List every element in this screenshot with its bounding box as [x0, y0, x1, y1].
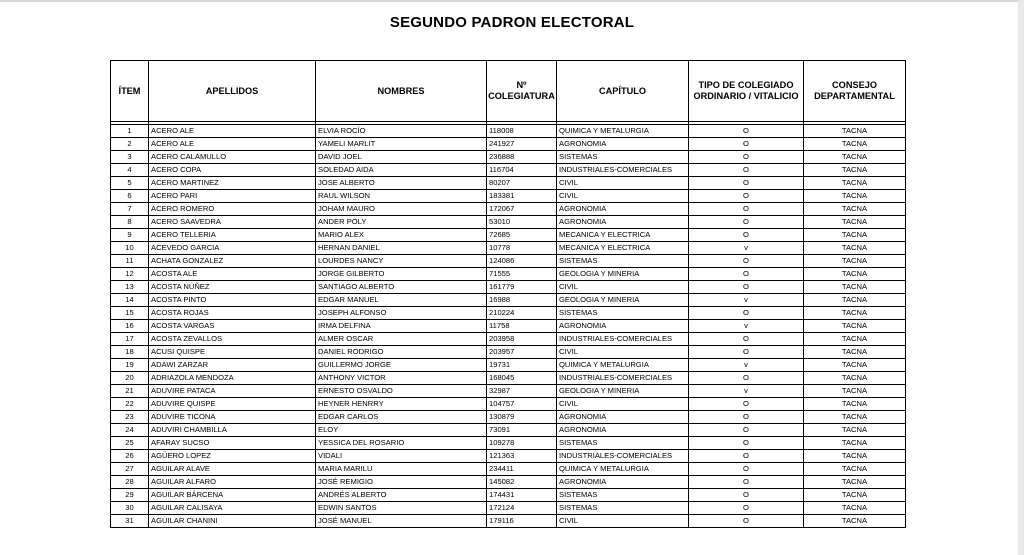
cell-tipo: O	[689, 255, 804, 268]
cell-capitulo: GEOLOGIA Y MINERIA	[557, 294, 689, 307]
cell-apellidos: ADRIAZOLA MENDOZA	[149, 372, 316, 385]
cell-capitulo: QUIMICA Y METALURGIA	[557, 359, 689, 372]
cell-colegiatura: 124086	[487, 255, 557, 268]
cell-item: 9	[111, 229, 149, 242]
cell-consejo: TACNA	[804, 138, 906, 151]
cell-nombres: ELVIA ROCÍO	[316, 125, 487, 138]
cell-item: 14	[111, 294, 149, 307]
cell-item: 2	[111, 138, 149, 151]
table-row	[111, 216, 906, 229]
cell-consejo: TACNA	[804, 450, 906, 463]
cell-capitulo: QUIMICA Y METALURGIA	[557, 463, 689, 476]
cell-colegiatura: 19731	[487, 359, 557, 372]
cell-consejo: TACNA	[804, 255, 906, 268]
cell-tipo: O	[689, 281, 804, 294]
cell-apellidos: ACOSTA ZEVALLOS	[149, 333, 316, 346]
cell-consejo: TACNA	[804, 125, 906, 138]
cell-colegiatura: 80207	[487, 177, 557, 190]
cell-consejo: TACNA	[804, 216, 906, 229]
cell-consejo: TACNA	[804, 203, 906, 216]
cell-consejo: TACNA	[804, 398, 906, 411]
cell-nombres: DANIEL RODRIGO	[316, 346, 487, 359]
cell-colegiatura: 72685	[487, 229, 557, 242]
cell-tipo: O	[689, 190, 804, 203]
table-row	[111, 463, 906, 476]
cell-colegiatura: 10778	[487, 242, 557, 255]
cell-capitulo: SISTEMAS	[557, 489, 689, 502]
cell-tipo: O	[689, 203, 804, 216]
cell-consejo: TACNA	[804, 411, 906, 424]
table-row	[111, 307, 906, 320]
cell-capitulo: INDUSTRIALES-COMERCIALES	[557, 333, 689, 346]
cell-apellidos: ACOSTA PINTO	[149, 294, 316, 307]
cell-nombres: SANTIAGO ALBERTO	[316, 281, 487, 294]
cell-item: 30	[111, 502, 149, 515]
cell-capitulo: AGRONOMIA	[557, 138, 689, 151]
cell-capitulo: MECANICA Y ELECTRICA	[557, 242, 689, 255]
cell-nombres: JOSÉ REMIGIO	[316, 476, 487, 489]
cell-colegiatura: 145082	[487, 476, 557, 489]
cell-capitulo: AGRONOMIA	[557, 320, 689, 333]
cell-apellidos: AGÜERO LOPEZ	[149, 450, 316, 463]
cell-colegiatura: 210224	[487, 307, 557, 320]
cell-item: 5	[111, 177, 149, 190]
cell-tipo: O	[689, 177, 804, 190]
cell-colegiatura: 53010	[487, 216, 557, 229]
cell-tipo: O	[689, 463, 804, 476]
cell-colegiatura: 104757	[487, 398, 557, 411]
header-apellidos: APELLIDOS	[149, 61, 316, 122]
cell-capitulo: CIVIL	[557, 515, 689, 528]
cell-apellidos: ADUVIRI CHAMBILLA	[149, 424, 316, 437]
cell-apellidos: ACERO ALE	[149, 125, 316, 138]
cell-colegiatura: 130879	[487, 411, 557, 424]
cell-consejo: TACNA	[804, 333, 906, 346]
cell-apellidos: AGUILAR BÁRCENA	[149, 489, 316, 502]
table-row	[111, 372, 906, 385]
cell-tipo: O	[689, 333, 804, 346]
cell-tipo: O	[689, 125, 804, 138]
cell-capitulo: AGRONOMIA	[557, 424, 689, 437]
table-row	[111, 346, 906, 359]
cell-nombres: ANTHONY VICTOR	[316, 372, 487, 385]
cell-item: 23	[111, 411, 149, 424]
cell-consejo: TACNA	[804, 463, 906, 476]
cell-tipo: v	[689, 242, 804, 255]
cell-tipo: O	[689, 164, 804, 177]
cell-consejo: TACNA	[804, 346, 906, 359]
cell-colegiatura: 172067	[487, 203, 557, 216]
cell-item: 19	[111, 359, 149, 372]
cell-tipo: O	[689, 372, 804, 385]
cell-item: 7	[111, 203, 149, 216]
cell-apellidos: AGUILAR CHANINI	[149, 515, 316, 528]
cell-tipo: O	[689, 307, 804, 320]
cell-consejo: TACNA	[804, 229, 906, 242]
cell-capitulo: CIVIL	[557, 281, 689, 294]
cell-capitulo: GEOLOGIA Y MINERIA	[557, 385, 689, 398]
cell-nombres: JOSE ALBERTO	[316, 177, 487, 190]
cell-colegiatura: 121363	[487, 450, 557, 463]
cell-item: 31	[111, 515, 149, 528]
cell-nombres: VIDALI	[316, 450, 487, 463]
cell-apellidos: AGUILAR CALISAYA	[149, 502, 316, 515]
cell-apellidos: ACEVEDO GARCIA	[149, 242, 316, 255]
cell-consejo: TACNA	[804, 424, 906, 437]
cell-capitulo: SISTEMAS	[557, 255, 689, 268]
cell-item: 24	[111, 424, 149, 437]
cell-item: 22	[111, 398, 149, 411]
cell-colegiatura: 203957	[487, 346, 557, 359]
cell-apellidos: ACERO ALE	[149, 138, 316, 151]
cell-nombres: EDGAR MANUEL	[316, 294, 487, 307]
cell-apellidos: AGUILAR ALAVE	[149, 463, 316, 476]
cell-tipo: O	[689, 515, 804, 528]
cell-apellidos: ACERO SAAVEDRA	[149, 216, 316, 229]
cell-nombres: GUILLERMO JORGE	[316, 359, 487, 372]
cell-capitulo: AGRONOMIA	[557, 203, 689, 216]
cell-item: 6	[111, 190, 149, 203]
table-row	[111, 242, 906, 255]
cell-item: 3	[111, 151, 149, 164]
header-capitulo: CAPÍTULO	[557, 61, 689, 122]
cell-item: 13	[111, 281, 149, 294]
table-row	[111, 177, 906, 190]
cell-apellidos: ACERO COPA	[149, 164, 316, 177]
table-row	[111, 411, 906, 424]
cell-consejo: TACNA	[804, 268, 906, 281]
cell-colegiatura: 73091	[487, 424, 557, 437]
cell-nombres: LOURDES NANCY	[316, 255, 487, 268]
table-row	[111, 437, 906, 450]
table-row	[111, 515, 906, 528]
cell-colegiatura: 241927	[487, 138, 557, 151]
cell-colegiatura: 118008	[487, 125, 557, 138]
cell-tipo: O	[689, 450, 804, 463]
cell-colegiatura: 203958	[487, 333, 557, 346]
cell-nombres: YESSICA DEL ROSARIO	[316, 437, 487, 450]
cell-colegiatura: 71555	[487, 268, 557, 281]
cell-apellidos: ADUVIRE PATACA	[149, 385, 316, 398]
table-row	[111, 476, 906, 489]
cell-consejo: TACNA	[804, 359, 906, 372]
cell-item: 29	[111, 489, 149, 502]
cell-apellidos: ADUVIRE QUISPE	[149, 398, 316, 411]
cell-nombres: MARIO ALEX	[316, 229, 487, 242]
cell-nombres: MARIA MARILU	[316, 463, 487, 476]
cell-colegiatura: 11758	[487, 320, 557, 333]
cell-tipo: O	[689, 502, 804, 515]
cell-tipo: O	[689, 151, 804, 164]
header-nombres: NOMBRES	[316, 61, 487, 122]
cell-consejo: TACNA	[804, 476, 906, 489]
cell-tipo: v	[689, 320, 804, 333]
cell-apellidos: ACERO ROMERO	[149, 203, 316, 216]
cell-capitulo: SISTEMAS	[557, 307, 689, 320]
cell-item: 10	[111, 242, 149, 255]
cell-consejo: TACNA	[804, 372, 906, 385]
cell-nombres: EDWIN SANTOS	[316, 502, 487, 515]
table-row	[111, 138, 906, 151]
cell-nombres: RAUL WILSON	[316, 190, 487, 203]
cell-item: 8	[111, 216, 149, 229]
cell-tipo: v	[689, 294, 804, 307]
cell-apellidos: ACHATA GONZALEZ	[149, 255, 316, 268]
cell-item: 20	[111, 372, 149, 385]
cell-capitulo: CIVIL	[557, 177, 689, 190]
cell-nombres: SOLEDAD AIDA	[316, 164, 487, 177]
cell-nombres: JOSÉ MANUEL	[316, 515, 487, 528]
cell-capitulo: SISTEMAS	[557, 502, 689, 515]
cell-apellidos: ACERO PARI	[149, 190, 316, 203]
cell-tipo: v	[689, 359, 804, 372]
cell-colegiatura: 32987	[487, 385, 557, 398]
cell-item: 21	[111, 385, 149, 398]
cell-tipo: O	[689, 489, 804, 502]
cell-consejo: TACNA	[804, 385, 906, 398]
table-row	[111, 450, 906, 463]
cell-item: 12	[111, 268, 149, 281]
cell-capitulo: INDUSTRIALES-COMERCIALES	[557, 164, 689, 177]
cell-item: 17	[111, 333, 149, 346]
header-consejo: CONSEJO DEPARTAMENTAL	[804, 61, 906, 122]
table-row	[111, 385, 906, 398]
cell-nombres: JORGE GILBERTO	[316, 268, 487, 281]
electoral-roll-table	[110, 60, 906, 528]
cell-colegiatura: 116704	[487, 164, 557, 177]
cell-consejo: TACNA	[804, 437, 906, 450]
table-row	[111, 190, 906, 203]
cell-nombres: ELOY	[316, 424, 487, 437]
cell-consejo: TACNA	[804, 190, 906, 203]
cell-item: 1	[111, 125, 149, 138]
cell-apellidos: ACERO TELLERIA	[149, 229, 316, 242]
cell-capitulo: CIVIL	[557, 398, 689, 411]
table-row	[111, 424, 906, 437]
cell-tipo: O	[689, 398, 804, 411]
header-item: ÍTEM	[111, 61, 149, 122]
cell-tipo: O	[689, 476, 804, 489]
cell-consejo: TACNA	[804, 502, 906, 515]
cell-consejo: TACNA	[804, 151, 906, 164]
cell-apellidos: ACUSI QUISPE	[149, 346, 316, 359]
cell-apellidos: ACERO MARTINEZ	[149, 177, 316, 190]
cell-consejo: TACNA	[804, 320, 906, 333]
table-row	[111, 125, 906, 138]
table-row	[111, 359, 906, 372]
cell-apellidos: ADAWI ZARZAR	[149, 359, 316, 372]
cell-colegiatura: 16988	[487, 294, 557, 307]
cell-tipo: O	[689, 216, 804, 229]
cell-item: 25	[111, 437, 149, 450]
cell-tipo: O	[689, 138, 804, 151]
cell-consejo: TACNA	[804, 515, 906, 528]
cell-item: 16	[111, 320, 149, 333]
table-row	[111, 151, 906, 164]
cell-capitulo: INDUSTRIALES-COMERCIALES	[557, 372, 689, 385]
cell-tipo: O	[689, 424, 804, 437]
cell-capitulo: CIVIL	[557, 346, 689, 359]
table-header-row	[111, 61, 906, 122]
cell-nombres: ERNESTO OSVALDO	[316, 385, 487, 398]
cell-nombres: ALMER OSCAR	[316, 333, 487, 346]
cell-apellidos: ACOSTA VARGAS	[149, 320, 316, 333]
cell-nombres: HEYNER HENRRY	[316, 398, 487, 411]
cell-colegiatura: 234411	[487, 463, 557, 476]
cell-colegiatura: 172124	[487, 502, 557, 515]
cell-consejo: TACNA	[804, 242, 906, 255]
cell-nombres: YAMELI MARLIT	[316, 138, 487, 151]
table-row	[111, 320, 906, 333]
cell-capitulo: GEOLOGIA Y MINERIA	[557, 268, 689, 281]
cell-nombres: JOSEPH ALFONSO	[316, 307, 487, 320]
cell-item: 28	[111, 476, 149, 489]
table-row	[111, 203, 906, 216]
cell-colegiatura: 236888	[487, 151, 557, 164]
cell-item: 4	[111, 164, 149, 177]
cell-tipo: O	[689, 437, 804, 450]
table-row	[111, 255, 906, 268]
cell-capitulo: MECANICA Y ELECTRICA	[557, 229, 689, 242]
cell-apellidos: AGUILAR ALFARO	[149, 476, 316, 489]
cell-nombres: IRMA DELFINA	[316, 320, 487, 333]
table-row	[111, 398, 906, 411]
top-border	[0, 0, 1024, 2]
cell-capitulo: QUIMICA Y METALURGIA	[557, 125, 689, 138]
cell-tipo: O	[689, 229, 804, 242]
table-row	[111, 502, 906, 515]
table-row	[111, 489, 906, 502]
cell-apellidos: ACERO CALAMULLO	[149, 151, 316, 164]
cell-apellidos: ACOSTA NÚÑEZ	[149, 281, 316, 294]
cell-colegiatura: 179116	[487, 515, 557, 528]
cell-colegiatura: 168045	[487, 372, 557, 385]
cell-tipo: O	[689, 346, 804, 359]
cell-item: 27	[111, 463, 149, 476]
cell-capitulo: SISTEMAS	[557, 437, 689, 450]
header-tipo: TIPO DE COLEGIADO ORDINARIO / VITALICIO	[689, 61, 804, 122]
cell-tipo: O	[689, 411, 804, 424]
cell-nombres: DAVID JOEL	[316, 151, 487, 164]
cell-apellidos: AFARAY SUCSO	[149, 437, 316, 450]
cell-capitulo: AGRONOMIA	[557, 411, 689, 424]
cell-item: 11	[111, 255, 149, 268]
cell-apellidos: ADUVIRE TICONA	[149, 411, 316, 424]
table-row	[111, 164, 906, 177]
cell-apellidos: ACOSTA ROJAS	[149, 307, 316, 320]
table-row	[111, 294, 906, 307]
header-colegiatura: Nº COLEGIATURA	[487, 61, 557, 122]
page-title: SEGUNDO PADRON ELECTORAL	[389, 14, 635, 31]
cell-nombres: ANDRÉS ALBERTO	[316, 489, 487, 502]
cell-capitulo: CIVIL	[557, 190, 689, 203]
cell-capitulo: AGRONOMIA	[557, 216, 689, 229]
cell-capitulo: SISTEMAS	[557, 151, 689, 164]
cell-colegiatura: 183381	[487, 190, 557, 203]
cell-colegiatura: 174431	[487, 489, 557, 502]
cell-consejo: TACNA	[804, 294, 906, 307]
cell-nombres: ANDER POLY	[316, 216, 487, 229]
cell-tipo: v	[689, 385, 804, 398]
cell-apellidos: ACOSTA ALE	[149, 268, 316, 281]
cell-nombres: JOHAM MAURO	[316, 203, 487, 216]
cell-consejo: TACNA	[804, 307, 906, 320]
cell-nombres: HERNAN DANIEL	[316, 242, 487, 255]
cell-nombres: EDGAR CARLOS	[316, 411, 487, 424]
table-row	[111, 281, 906, 294]
table-row	[111, 333, 906, 346]
cell-consejo: TACNA	[804, 281, 906, 294]
cell-tipo: O	[689, 268, 804, 281]
cell-colegiatura: 109278	[487, 437, 557, 450]
table-row	[111, 229, 906, 242]
cell-consejo: TACNA	[804, 489, 906, 502]
cell-consejo: TACNA	[804, 177, 906, 190]
cell-colegiatura: 161779	[487, 281, 557, 294]
page-edge	[1018, 0, 1024, 555]
cell-consejo: TACNA	[804, 164, 906, 177]
cell-item: 18	[111, 346, 149, 359]
cell-item: 15	[111, 307, 149, 320]
table-row	[111, 268, 906, 281]
cell-capitulo: INDUSTRIALES-COMERCIALES	[557, 450, 689, 463]
cell-capitulo: AGRONOMIA	[557, 476, 689, 489]
cell-item: 26	[111, 450, 149, 463]
